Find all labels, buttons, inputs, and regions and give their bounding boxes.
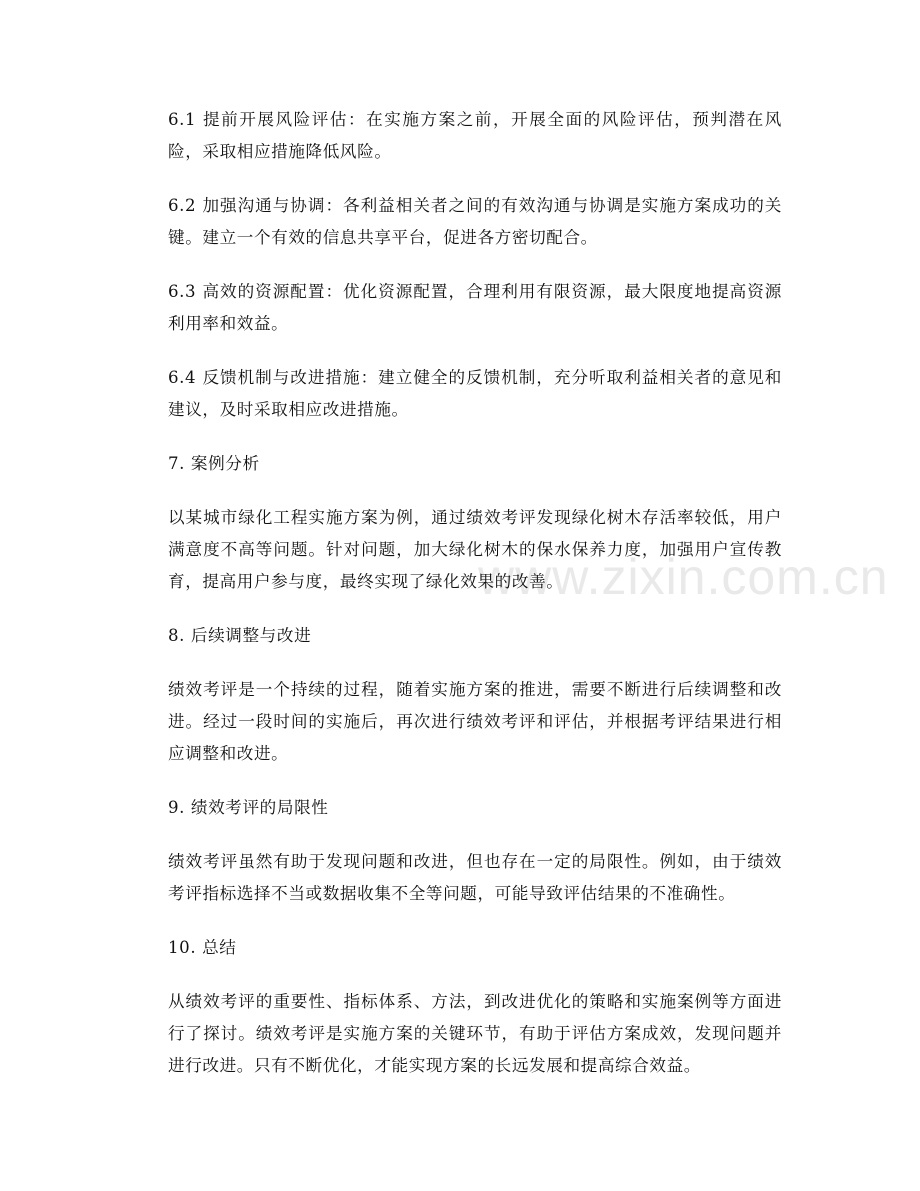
paragraph-10: 从绩效考评的重要性、指标体系、方法，到改进优化的策略和实施案例等方面进行了探讨。绩效考评是实施方案的关键环节，有助于评估方案成效，发现问题并进行改进。只有不断优化，才能实现方案的长远发展和提高综合效益。 xyxy=(168,992,782,1075)
section-heading-10: 10. 总结 xyxy=(168,938,237,957)
paragraph-6-2: 6.2 加强沟通与协调：各利益相关者之间的有效沟通与协调是实施方案成功的关键。建立一个有效的信息共享平台，促进各方密切配合。 xyxy=(168,196,782,247)
paragraph-9: 绩效考评虽然有助于发现问题和改进，但也存在一定的局限性。例如，由于绩效考评指标选择不当或数据收集不全等问题，可能导致评估结果的不准确性。 xyxy=(168,852,782,903)
watermark: www.zixin.com.cn xyxy=(478,549,889,605)
paragraph-6-3: 6.3 高效的资源配置：优化资源配置，合理利用有限资源，最大限度地提高资源利用率和效益。 xyxy=(168,282,782,333)
paragraph-7: 以某城市绿化工程实施方案为例，通过绩效考评发现绿化树木存活率较低，用户满意度不高等问题。针对问题，加大绿化树木的保水保养力度，加强用户宣传教育，提高用户参与度，最终实现了绿化效果的改善。 xyxy=(168,508,782,591)
section-heading-8: 8. 后续调整与改进 xyxy=(168,626,312,645)
section-heading-7: 7. 案例分析 xyxy=(168,454,260,473)
section-heading-9: 9. 绩效考评的局限性 xyxy=(168,798,329,817)
paragraph-6-4: 6.4 反馈机制与改进措施：建立健全的反馈机制，充分听取利益相关者的意见和建议，及时采取相应改进措施。 xyxy=(168,368,782,419)
document-body xyxy=(168,104,782,1104)
paragraph-6-1: 6.1 提前开展风险评估：在实施方案之前，开展全面的风险评估，预判潜在风险，采取相应措施降低风险。 xyxy=(168,110,782,161)
paragraph-8: 绩效考评是一个持续的过程，随着实施方案的推进，需要不断进行后续调整和改进。经过一段时间的实施后，再次进行绩效考评和评估，并根据考评结果进行相应调整和改进。 xyxy=(168,680,782,763)
